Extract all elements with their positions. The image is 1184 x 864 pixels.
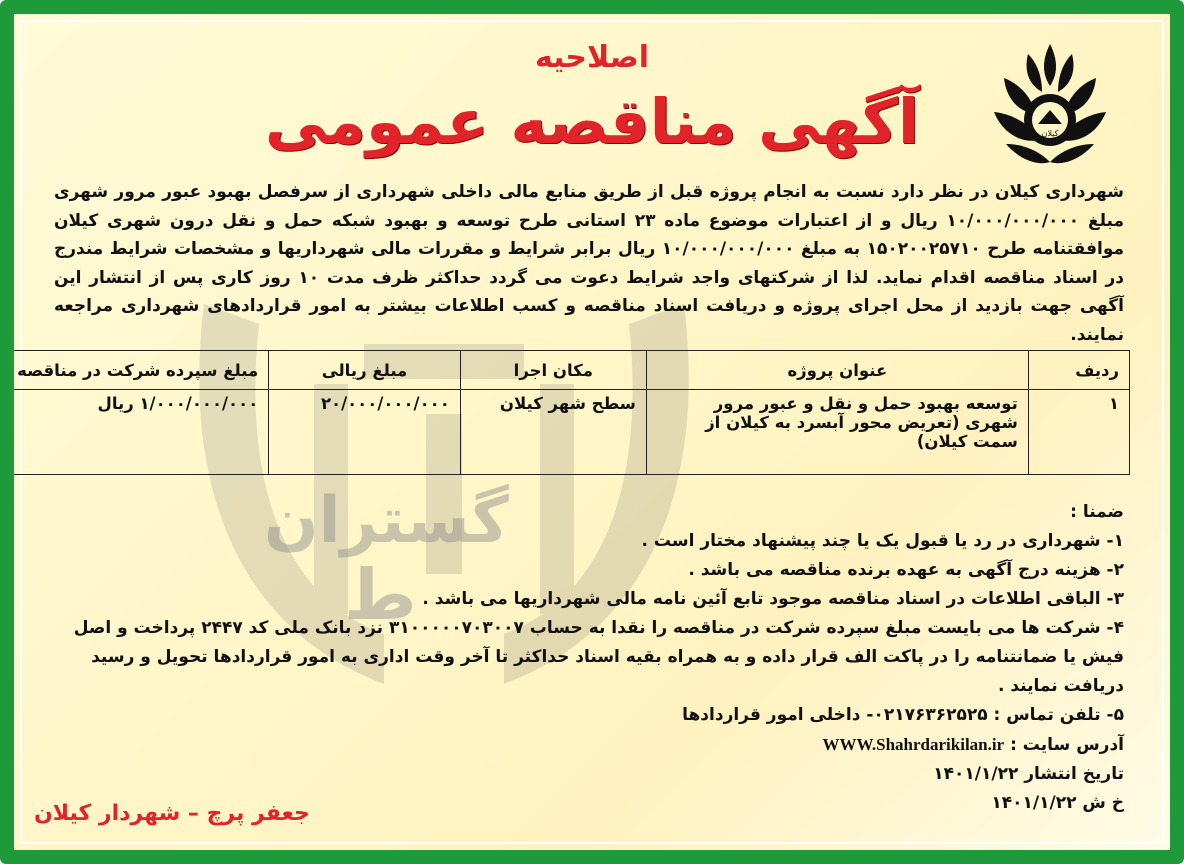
header-project-title: عنوان پروژه: [646, 351, 1028, 390]
header-amount: مبلغ ریالی: [269, 351, 461, 390]
header-deposit: مبلغ سپرده شرکت در مناقصه: [7, 351, 269, 390]
tender-table: [6, 350, 1130, 475]
table-row: [7, 390, 1130, 475]
mayor-signature: جعفر پرچ – شهردار کیلان: [34, 801, 310, 826]
notice-title: آگهی مناقصه عمومی: [264, 85, 920, 158]
website-label: آدرس سایت :: [1010, 735, 1124, 755]
note-item: ۳- الباقی اطلاعات در اسناد مناقصه موجود تابع آئین نامه مالی شهرداریها می باشد .: [422, 589, 1124, 609]
header-location: مکان اجرا: [460, 351, 646, 390]
kh-sh-date: خ ش ۱۴۰۱/۱/۲۲: [991, 793, 1124, 813]
watermark-text-2: ط: [344, 554, 417, 636]
note-item: ۴- شرکت ها می بایست مبلغ سپرده شرکت در مناقصه را نقدا به حساب ۳۱۰۰۰۰۰۷۰۳۰۰۷ نزد بانک ملی کد ۲۴۴۷ پرداخت و اصل فیش یا ضمانتنامه را در پاکت الف قرار داده و به همراه بقیه اسناد حداکثر تا آخر وقت اداری به امور قراردادها تحویل و رسید دریافت نمایند .: [73, 618, 1124, 696]
website-url[interactable]: WWW.Shahrdarikilan.ir: [822, 735, 1005, 754]
cell-deposit: ۱/۰۰۰/۰۰۰/۰۰۰ ریال: [7, 390, 269, 475]
header-row-number: ردیف: [1028, 351, 1129, 390]
watermark-text-1: گستران: [264, 484, 509, 558]
cell-project-title: توسعه بهبود حمل و نقل و عبور مرور شهری (تعریض محور آبسرد به کیلان از سمت کیلان): [646, 390, 1028, 475]
notes-heading: ضمنا :: [1070, 502, 1124, 522]
cell-amount: ۲۰/۰۰۰/۰۰۰/۰۰۰: [269, 390, 461, 475]
logo-caption: کیلان: [1041, 129, 1059, 138]
note-item: ۲- هزینه درج آگهی به عهده برنده مناقصه می باشد .: [688, 560, 1124, 580]
publish-date: تاریخ انتشار ۱۴۰۱/۱/۲۲: [933, 764, 1124, 784]
notes-section: [54, 498, 1124, 818]
correction-label: اصلاحیه: [534, 40, 650, 75]
cell-location: سطح شهر کیلان: [460, 390, 646, 475]
note-item: ۵- تلفن تماس : ۰۲۱۷۶۳۶۲۵۲۵- داخلی امور قراردادها: [682, 705, 1124, 725]
note-item: ۱- شهرداری در رد یا قبول یک یا چند پیشنهاد مختار است .: [641, 531, 1124, 551]
table-header-row: [7, 351, 1130, 390]
cell-row-number: ۱: [1028, 390, 1129, 475]
intro-paragraph: شهرداری کیلان در نظر دارد نسبت به انجام پروژه قبل از طریق منابع مالی داخلی شهرداری از سرفصل بهبود عبور مرور شهری مبلغ ۱۰/۰۰۰/۰۰۰/۰۰۰ ریال و از اعتبارات موضوع ماده ۲۳ استانی طرح توسعه و بهبود شبکه حمل و نقل درون شهری کیلان موافقتنامه طرح ۱۵۰۲۰۰۲۵۷۱۰ به مبلغ ۱۰/۰۰۰/۰۰۰/۰۰۰ ریال برابر شرایط و مقررات مالی شهرداریها و مشخصات شرایط مندرج در اسناد مناقصه اقدام نماید. لذا از شرکتهای واجد شرایط دعوت می گردد حداکثر ظرف مدت ۱۰ روز کاری پس از انتشار این آگهی جهت بازدید از محل اجرای پروژه و دریافت اسناد مناقصه و کسب اطلاعات بیشتر به امور قراردادهای شهرداری مراجعه نمایند.: [54, 182, 1125, 345]
website-line: [54, 730, 1124, 760]
